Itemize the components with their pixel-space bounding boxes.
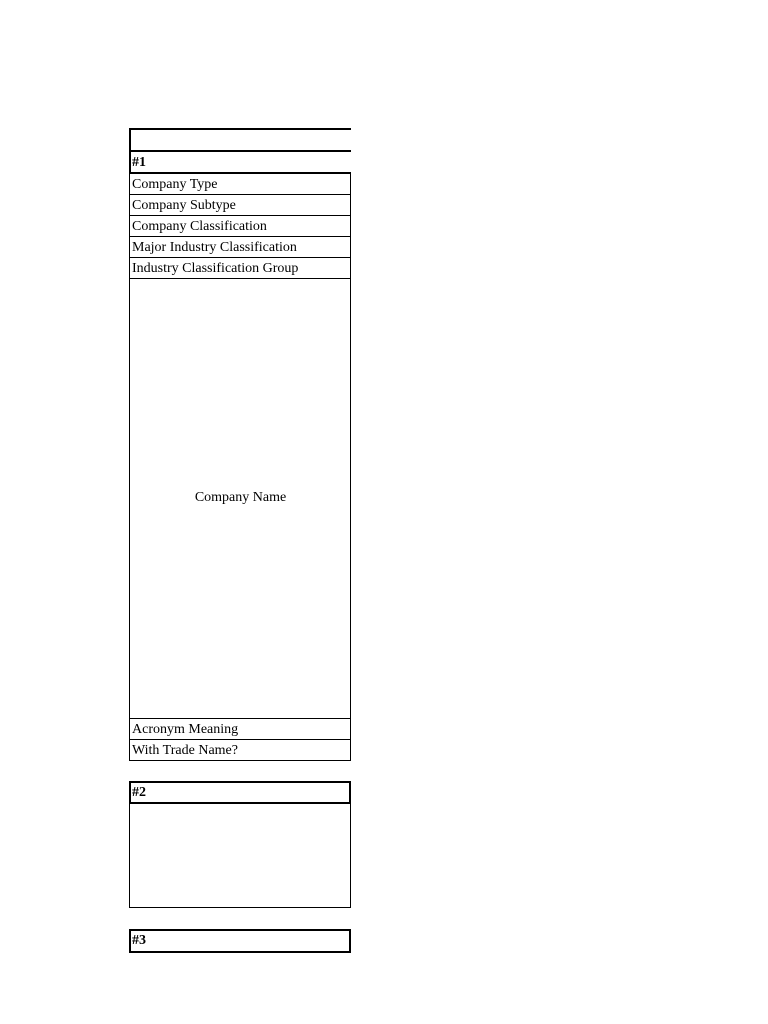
section-2-header: #2 xyxy=(132,785,146,800)
top-header-bar xyxy=(129,128,351,152)
row-divider xyxy=(130,215,351,216)
section-3-header: #3 xyxy=(132,933,146,948)
row-divider xyxy=(130,257,351,258)
row-divider xyxy=(130,718,351,719)
row-company-type: Company Type xyxy=(132,177,218,192)
company-name-label: Company Name xyxy=(194,490,287,505)
row-company-classification: Company Classification xyxy=(132,219,267,234)
row-divider xyxy=(130,236,351,237)
row-divider xyxy=(130,739,351,740)
row-with-trade-name: With Trade Name? xyxy=(132,743,238,758)
row-company-subtype: Company Subtype xyxy=(132,198,236,213)
row-divider xyxy=(130,194,351,195)
row-major-industry-classification: Major Industry Classification xyxy=(132,240,297,255)
row-acronym-meaning: Acronym Meaning xyxy=(132,722,239,737)
section-1-header: #1 xyxy=(132,155,146,170)
section-2-body xyxy=(129,802,351,908)
row-divider xyxy=(130,278,351,279)
row-industry-classification-group: Industry Classification Group xyxy=(132,261,299,276)
